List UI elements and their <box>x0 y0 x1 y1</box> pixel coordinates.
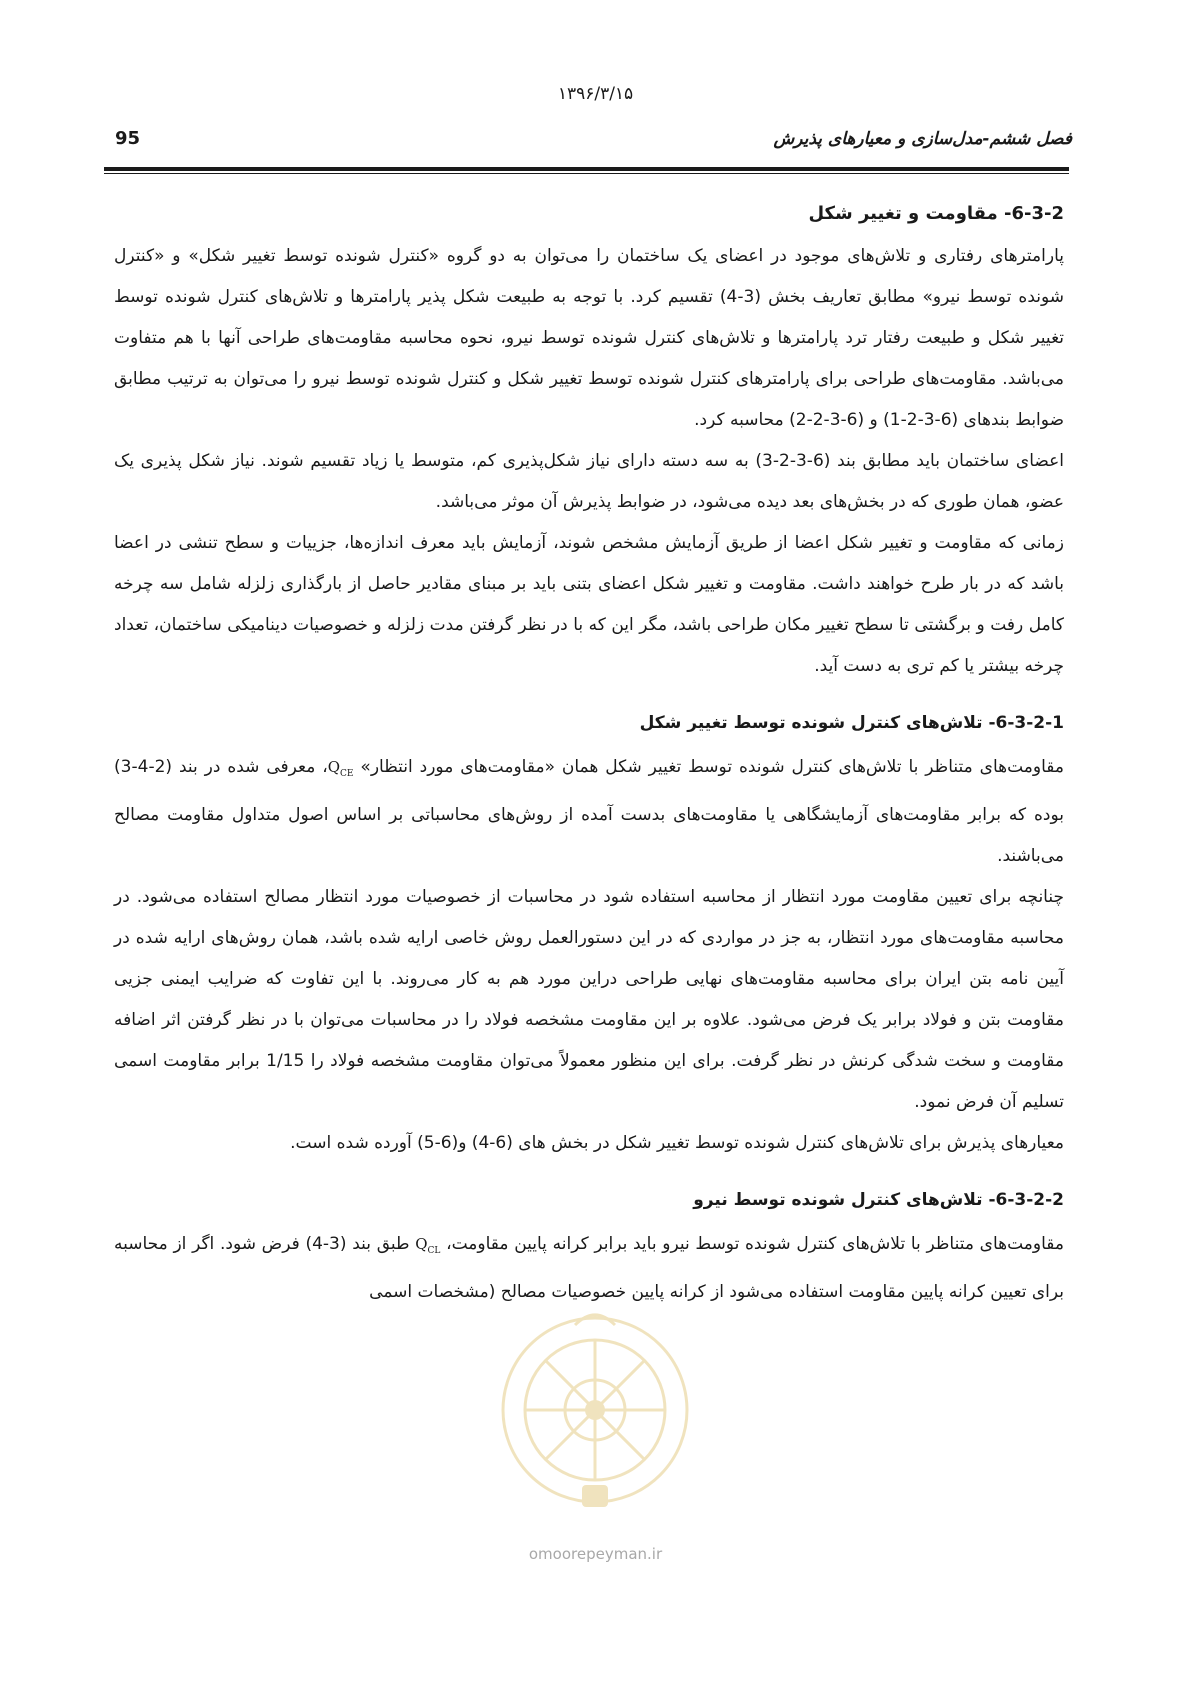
section-heading: 6-3-2- مقاومت و تغییر شکل <box>808 203 1064 224</box>
q-symbol-main: Q <box>327 758 341 776</box>
header-rule-thick <box>104 167 1069 171</box>
paragraph-text: ، معرفی شده در بند (2-4-3) بوده که برابر مقاومت‌های آزمایشگاهی یا مقاومت‌های بدست آمده از روش‌های محاسباتی بر اساس اصول متداول مقاومت مصالح می‌باشند. <box>114 757 1064 866</box>
page-content <box>114 192 1064 1313</box>
q-symbol-main: Q <box>415 1235 428 1253</box>
watermark-seal-logo <box>490 1295 700 1540</box>
q-ce-symbol <box>327 758 354 779</box>
q-symbol-subscript: CE <box>340 769 354 779</box>
paragraph-text: طبق بند (3-4) فرض شود. اگر از محاسبه برای تعیین کرانه پایین مقاومت استفاده می‌شود از کرانه پایین خصوصیات مصالح (مشخصات اسمی <box>114 1234 1064 1302</box>
section-paragraph-2: اعضای ساختمان باید مطابق بند (6-3-2-3) به سه دسته دارای نیاز شکل‌پذیری کم، متوسط یا زیاد تقسیم شوند. نیاز شکل پذیری یک عضو، همان طوری که در بخش‌های بعد دیده می‌شود، در ضوابط پذیرش آن موثر می‌باشد. <box>114 451 1064 512</box>
document-date: ۱۳۹۶/۳/۱۵ <box>557 84 634 104</box>
section-paragraph-3: زمانی که مقاومت و تغییر شکل اعضا از طریق آزمایش مشخص شوند، آزمایش باید معرف اندازه‌ها، جزییات و سطح تنشی در اعضا باشد که در بار طرح خواهند داشت. مقاومت و تغییر شکل اعضای بتنی باید بر مبنای مقادیر حاصل از بارگذاری زلزله شامل سه چرخه کامل رفت و برگشتی تا سطح تغییر مکان طراحی باشد، مگر این که با در نظر گرفتن مدت زلزله و خصوصیات دینامیکی ساختمان، تعداد چرخه بیشتر یا کم تری به دست آید. <box>114 533 1064 676</box>
paragraph-text: مقاومت‌های متناظر با تلاش‌های کنترل شونده توسط نیرو باید برابر کرانه پایین مقاومت، <box>440 1234 1064 1254</box>
subsection-heading-1: 6-3-2-1- تلاش‌های کنترل شونده توسط تغییر شکل <box>639 713 1064 733</box>
subsection-1-paragraph-3: معیارهای پذیرش برای تلاش‌های کنترل شونده توسط تغییر شکل در بخش های (6-4) و(6-5) آورده شده است. <box>290 1133 1064 1153</box>
header-rule-thin <box>104 173 1069 174</box>
q-symbol-subscript: CL <box>427 1246 441 1256</box>
section-paragraph-1: پارامترهای رفتاری و تلاش‌های موجود در اعضای یک ساختمان را می‌توان به دو گروه «کنترل شونده توسط تغییر شکل» و «کنترل شونده توسط نیرو» مطابق تعاریف بخش (3-4) تقسیم کرد. با توجه به طبیعت شکل پذیر پارامترها و تلاش‌های کنترل شونده توسط تغییر شکل و طبیعت رفتار ترد پارامترها و تلاش‌های کنترل شونده توسط نیرو، نحوه محاسبه مقاومت‌های طراحی آنها با هم متفاوت می‌باشد. مقاومت‌های طراحی برای پارامترهای کنترل شونده توسط تغییر شکل و کنترل شونده توسط نیرو را می‌توان به ترتیب مطابق ضوابط بندهای (6-3-2-1) و (6-3-2-2) محاسبه کرد. <box>114 246 1064 430</box>
chapter-title: فصل ششم-مدل‌سازی و معیارهای پذیرش <box>773 129 1072 149</box>
subsection-heading-2: 6-3-2-2- تلاش‌های کنترل شونده توسط نیرو <box>693 1190 1064 1210</box>
paragraph-text: مقاومت‌های متناظر با تلاش‌های کنترل شونده توسط تغییر شکل همان «مقاومت‌های مورد انتظار» <box>353 757 1064 777</box>
subsection-1-paragraph-1 <box>114 747 1064 877</box>
page-number: 95 <box>115 128 141 149</box>
q-cl-symbol <box>415 1235 441 1256</box>
subsection-1-paragraph-2: چنانچه برای تعیین مقاومت مورد انتظار از محاسبه استفاده شود در محاسبات از خصوصیات مورد انتظار مصالح استفاده می‌شود. در محاسبه مقاومت‌های مورد انتظار، به جز در مواردی که در این دستورالعمل روش خاصی ارایه شده باشد، همان روش‌های ارایه شده در آیین نامه بتن ایران برای محاسبه مقاومت‌های نهایی طراحی دراین مورد هم به کار می‌روند. با این تفاوت که ضرایب ایمنی جزیی مقاومت بتن و فولاد برابر یک فرض می‌شود. علاوه بر این مقاومت مشخصه فولاد را در محاسبات می‌توان با در نظر گرفتن اثر اضافه مقاومت و سخت شدگی کرنش در نظر گرفت. برای این منظور معمولاً می‌توان مقاومت مشخصه فولاد را 1/15 برابر مقاومت اسمی تسلیم آن فرض نمود. <box>114 887 1065 1112</box>
watermark-site-text: omoorepeyman.ir <box>528 1545 663 1563</box>
subsection-2-paragraph-1 <box>114 1224 1064 1313</box>
